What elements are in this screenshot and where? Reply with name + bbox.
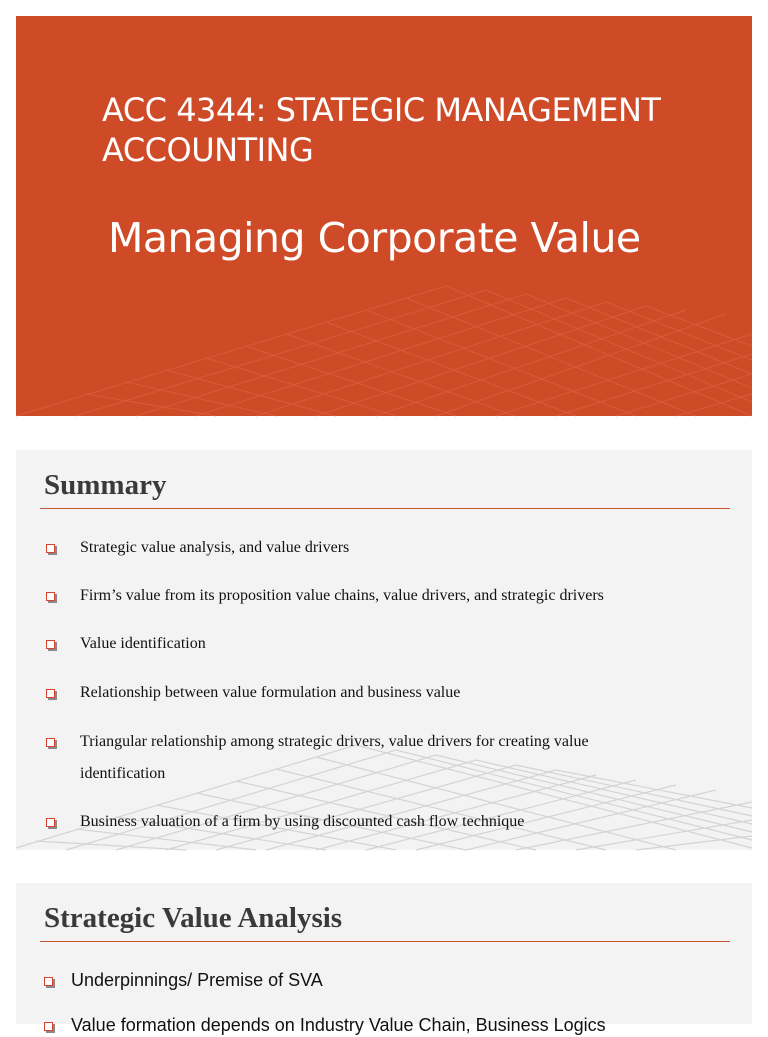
summary-bullet-item (46, 635, 696, 660)
checkbox-bullet-icon (44, 1022, 53, 1031)
checkbox-bullet-icon (46, 640, 55, 649)
checkbox-bullet-icon (46, 818, 55, 827)
checkbox-bullet-icon (44, 977, 53, 986)
summary-bullet-text: Triangular relationship among strategic drivers, value drivers for creating value identification (80, 733, 589, 782)
summary-bullet-text: Strategic value analysis, and value drivers (80, 539, 350, 556)
course-title: ACC 4344: STATEGIC MANAGEMENT ACCOUNTING (102, 91, 661, 169)
summary-heading-rule (40, 508, 730, 509)
summary-bullet-text: Value identification (80, 635, 206, 652)
checkbox-bullet-icon (46, 592, 55, 601)
sva-heading: Strategic Value Analysis (44, 902, 343, 934)
summary-bullet-text: Firm’s value from its proposition value chains, value drivers, and strategic drivers (80, 587, 604, 604)
deck-subtitle: Managing Corporate Value (108, 214, 641, 262)
checkbox-bullet-icon (46, 689, 55, 698)
summary-bullet-item (46, 539, 696, 564)
title-slide (16, 16, 752, 416)
sva-bullet-text: Value formation depends on Industry Value Chain, Business Logics (71, 1015, 606, 1035)
sva-heading-rule (40, 941, 730, 942)
summary-bullet-text: Business valuation of a firm by using discounted cash flow technique (80, 813, 525, 830)
sva-bullet-item (44, 972, 694, 992)
sva-bullet-item (44, 1017, 694, 1037)
sva-bullet-text: Underpinnings/ Premise of SVA (71, 970, 323, 990)
summary-slide (16, 450, 752, 850)
summary-bullet-item (46, 587, 696, 612)
summary-heading: Summary (44, 469, 167, 501)
summary-bullet-item (46, 684, 696, 709)
summary-bullet-text: Relationship between value formulation and business value (80, 684, 461, 701)
summary-bullet-item (46, 813, 696, 838)
checkbox-bullet-icon (46, 544, 55, 553)
strategic-value-analysis-slide (16, 883, 752, 1035)
summary-bullet-item (46, 733, 646, 790)
checkbox-bullet-icon (46, 738, 55, 747)
